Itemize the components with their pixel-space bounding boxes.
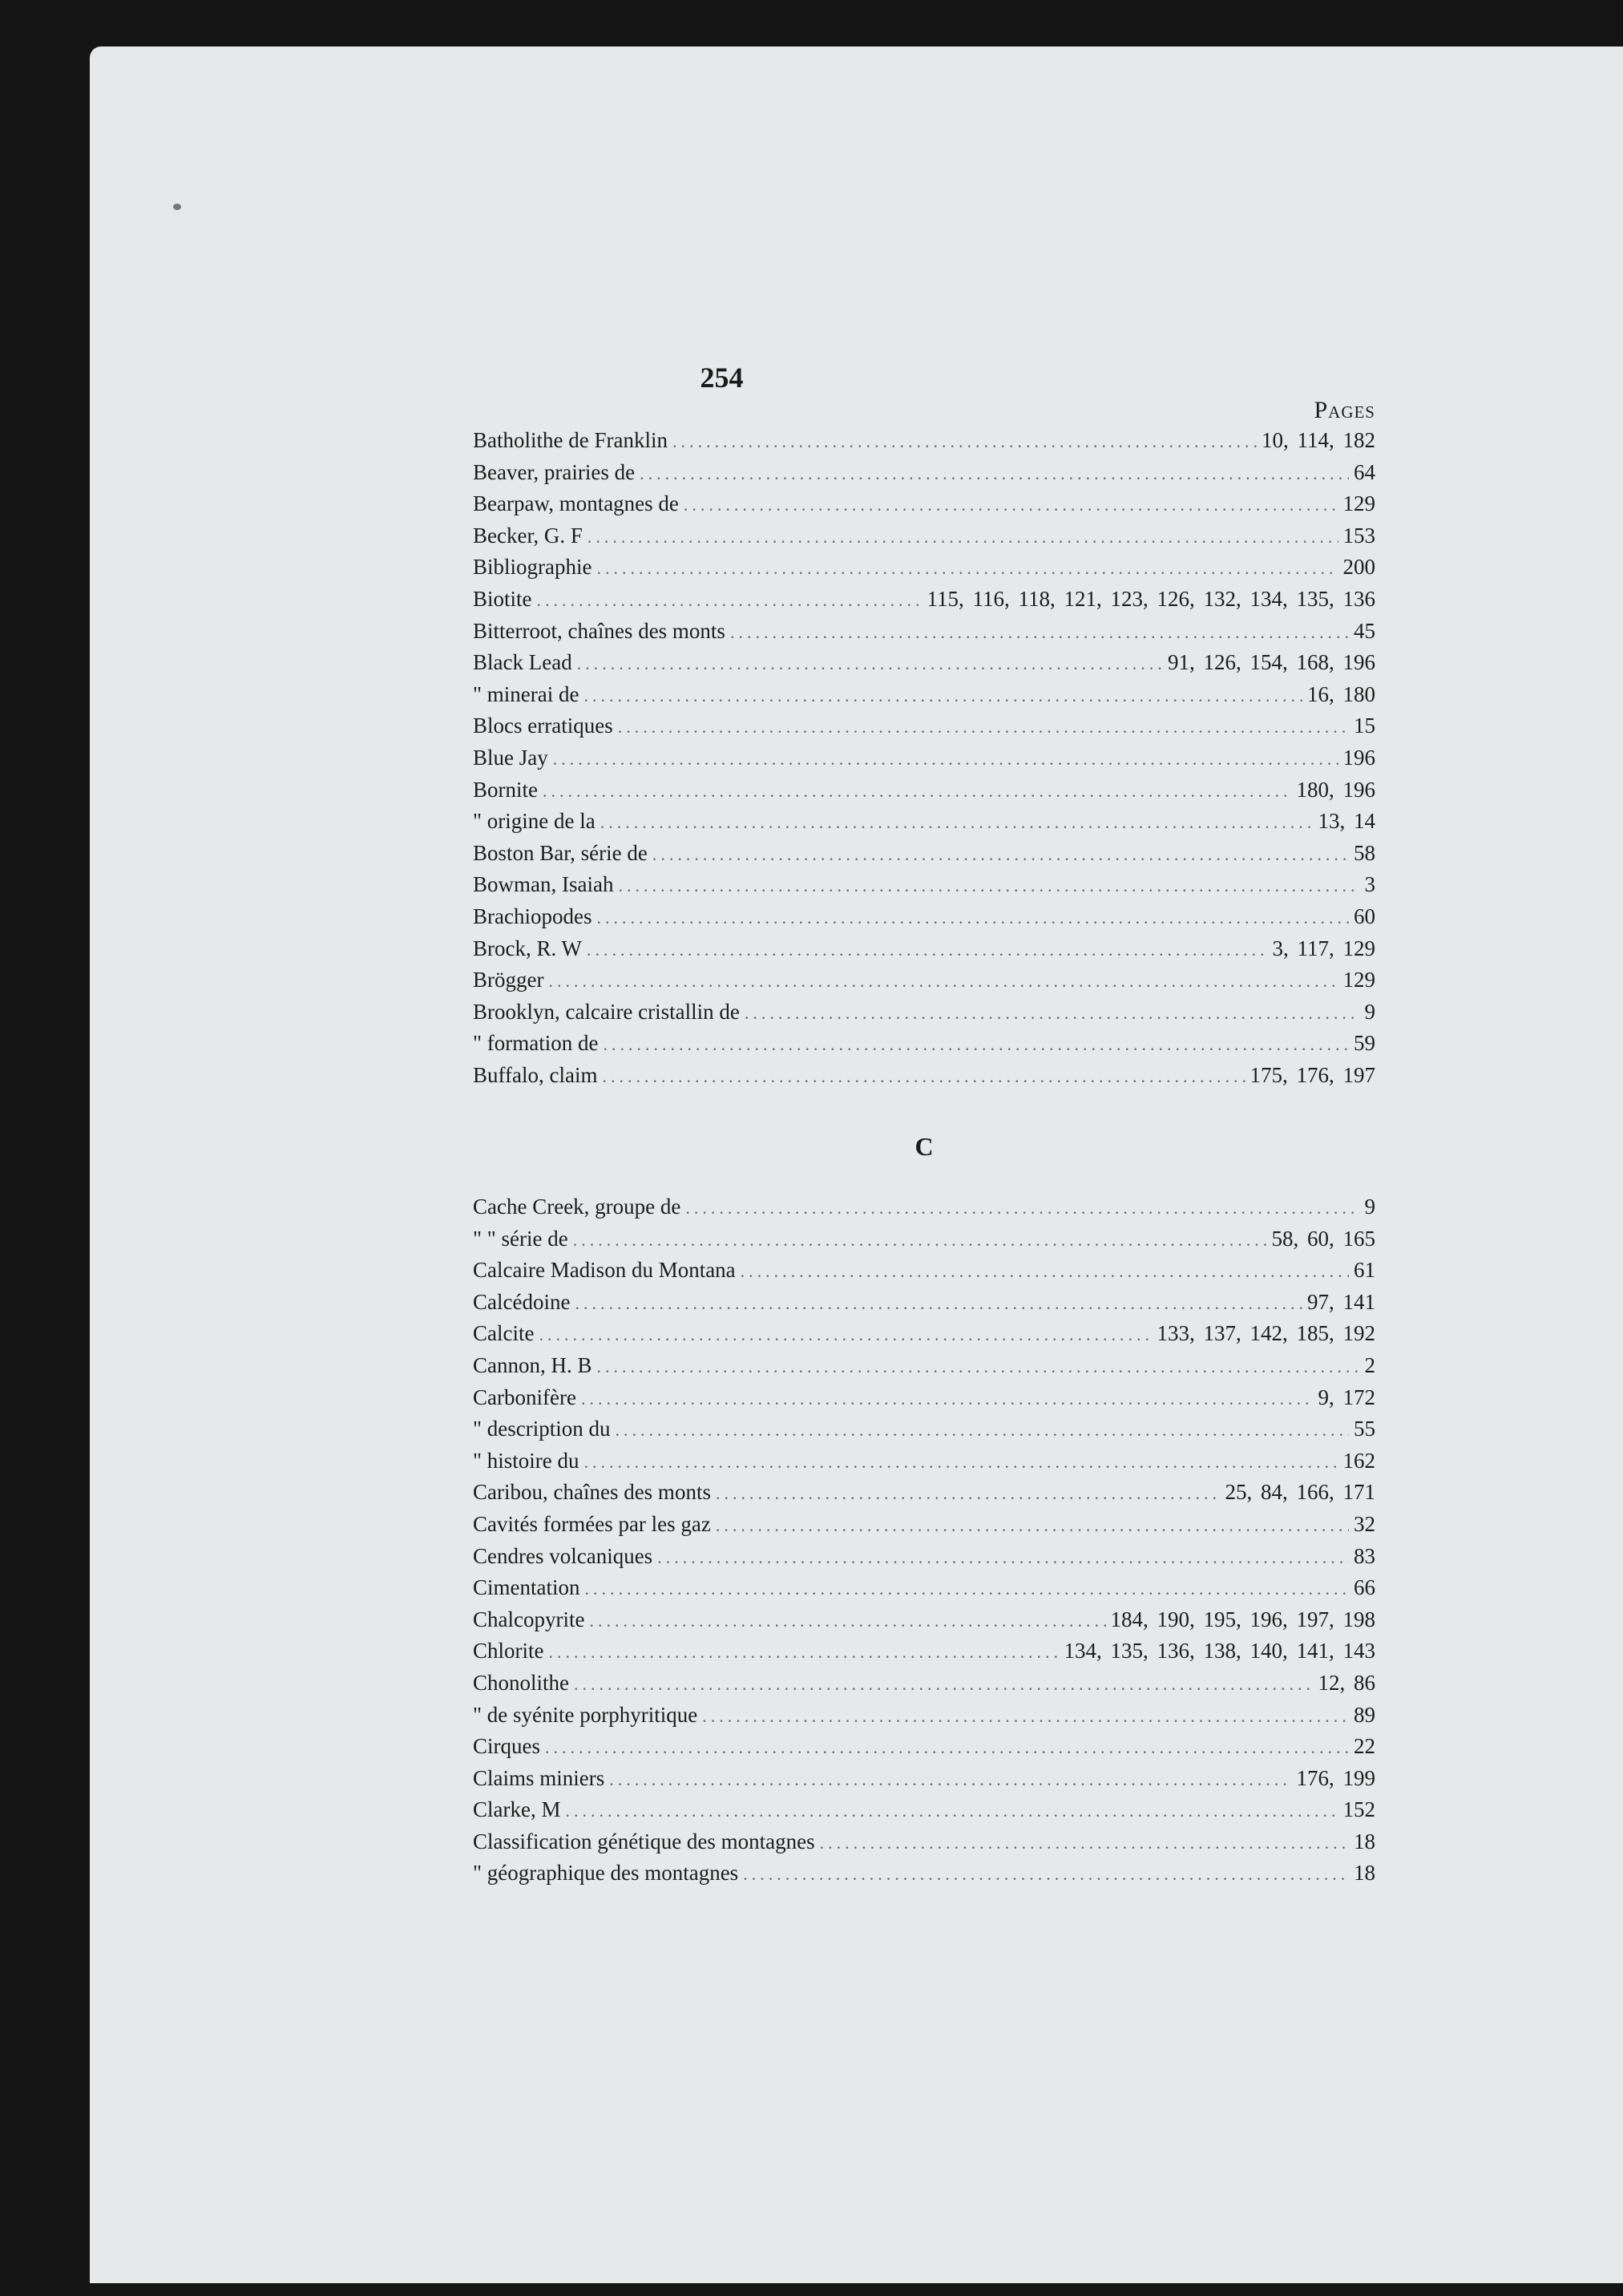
page-number: 254 [700, 362, 744, 394]
leader-dots [716, 1483, 1221, 1504]
leader-dots [587, 940, 1268, 960]
index-entry-pages: 3, 117, 129 [1272, 936, 1375, 960]
leader-dots [618, 717, 1349, 738]
index-entry-label: Bitterroot, chaînes des monts [473, 618, 725, 643]
index-entry-pages: 3 [1364, 872, 1375, 897]
index-entry-pages: 200 [1342, 555, 1375, 580]
index-entry [473, 872, 1375, 904]
index-entry [473, 1639, 1375, 1671]
index-entry-pages: 32 [1354, 1511, 1375, 1536]
index-entry-pages: 59 [1354, 1031, 1375, 1056]
leader-dots [741, 1261, 1349, 1282]
index-entry-pages: 196 [1342, 745, 1375, 770]
leader-dots [575, 1293, 1302, 1314]
index-entry [473, 936, 1375, 968]
index-entry-pages: 9, 172 [1318, 1384, 1375, 1409]
index-entry-pages: 22 [1354, 1734, 1375, 1759]
leader-dots [584, 1452, 1338, 1473]
index-entry-pages: 16, 180 [1307, 681, 1375, 706]
index-entry [473, 587, 1375, 619]
index-entry-pages: 13, 14 [1318, 809, 1375, 834]
index-entry [473, 555, 1375, 587]
leader-dots [581, 1389, 1314, 1409]
index-entry-label: Cendres volcaniques [473, 1543, 653, 1568]
index-entry-label: Chalcopyrite [473, 1607, 585, 1631]
index-entry-pages: 97, 141 [1307, 1289, 1375, 1314]
index-entry [473, 1480, 1375, 1512]
index-entry [473, 1766, 1375, 1798]
index-entry-label: Claims miniers [473, 1765, 605, 1790]
index-entry-pages: 176, 199 [1296, 1765, 1375, 1790]
leader-dots [745, 1003, 1360, 1024]
index-entry-label: Chlorite [473, 1639, 544, 1663]
leader-dots [583, 685, 1302, 706]
index-entry [473, 1063, 1375, 1095]
leader-dots [616, 1420, 1350, 1441]
index-entry-label: Bornite [473, 777, 538, 802]
leader-dots [657, 1547, 1349, 1568]
index-entry [473, 1321, 1375, 1353]
index-entry-label: Brooklyn, calcaire cristallin de [473, 999, 740, 1024]
index-entry-pages: 134, 135, 136, 138, 140, 141, 143 [1064, 1639, 1375, 1663]
index-entry-label: " de syénite porphyritique [473, 1702, 698, 1727]
leader-dots [596, 558, 1338, 579]
index-entry-label: Chonolithe [473, 1670, 569, 1695]
index-entry [473, 1417, 1375, 1449]
index-entry-label: Beaver, prairies de [473, 459, 636, 484]
leader-dots [684, 495, 1338, 515]
index-entry-label: " minerai de [473, 681, 579, 706]
index-entry-label: Brock, R. W [473, 936, 582, 960]
index-entry-pages: 129 [1342, 491, 1375, 516]
index-entry-pages: 9 [1364, 999, 1375, 1024]
index-entry [473, 523, 1375, 556]
index-entry-label: Cache Creek, groupe de [473, 1194, 681, 1219]
ink-speck [173, 204, 181, 210]
index-entry-label: Cavités formées par les gaz [473, 1511, 711, 1536]
leader-dots [537, 590, 923, 611]
index-entry-pages: 175, 176, 197 [1250, 1062, 1375, 1087]
leader-dots [565, 1801, 1338, 1821]
index-entry [473, 1194, 1375, 1227]
index-entry [473, 682, 1375, 714]
index-entry [473, 650, 1375, 682]
index-entry [473, 904, 1375, 936]
index-entry-label: Buffalo, claim [473, 1062, 598, 1087]
index-entry-label: " origine de la [473, 809, 596, 834]
index-entry-pages: 45 [1354, 618, 1375, 643]
index-entry-label: Biotite [473, 586, 532, 611]
index-entry-pages: 58, 60, 165 [1271, 1226, 1375, 1251]
leader-dots [820, 1833, 1349, 1853]
leader-dots [602, 1066, 1245, 1087]
index-entry-label: " géographique des montagnes [473, 1861, 739, 1886]
index-entry-pages: 66 [1354, 1575, 1375, 1600]
index-entry-label: Bearpaw, montagnes de [473, 491, 679, 516]
index-entry-label: Brögger [473, 968, 544, 992]
index-entry-pages: 61 [1354, 1258, 1375, 1283]
index-entry-pages: 2 [1364, 1352, 1375, 1377]
leader-dots [584, 1578, 1349, 1599]
index-entry [473, 1449, 1375, 1481]
index-entry-pages: 18 [1354, 1861, 1375, 1886]
index-entry-label: Blue Jay [473, 745, 548, 770]
index-entry [473, 1734, 1375, 1766]
index-entry [473, 1000, 1375, 1032]
index-entry-label: Caribou, chaînes des monts [473, 1480, 711, 1505]
pages-column-header: Pages [1314, 397, 1375, 423]
index-entry-pages: 10, 114, 182 [1262, 428, 1375, 452]
index-entry [473, 1544, 1375, 1576]
index-entry-pages: 58 [1354, 840, 1375, 865]
leader-dots [543, 781, 1292, 802]
index-entry-pages: 15 [1354, 713, 1375, 738]
index-entry-label: Cannon, H. B [473, 1352, 592, 1377]
index-entry [473, 460, 1375, 492]
index-entry-pages: 9 [1364, 1194, 1375, 1219]
index-entry-pages: 60 [1354, 903, 1375, 928]
leader-dots [545, 1737, 1349, 1758]
index-entry [473, 778, 1375, 810]
index-entry [473, 1385, 1375, 1417]
index-entry-label: Calcaire Madison du Montana [473, 1258, 736, 1283]
leader-dots [743, 1864, 1349, 1885]
index-entry-label: " formation de [473, 1031, 599, 1056]
index-entry-label: Cimentation [473, 1575, 580, 1600]
index-entry [473, 1861, 1375, 1893]
letter-heading-c: C [914, 1132, 934, 1161]
index-entry-label: Classification génétique des montagnes [473, 1829, 815, 1853]
leader-dots [685, 1198, 1359, 1219]
leader-dots [548, 971, 1338, 992]
leader-dots [730, 622, 1349, 643]
leader-dots [574, 1674, 1314, 1695]
leader-dots [600, 812, 1314, 833]
leader-dots [640, 463, 1349, 484]
index-entry-label: Blocs erratiques [473, 713, 613, 738]
leader-dots [539, 1324, 1152, 1345]
index-entry [473, 619, 1375, 651]
index-entry [473, 968, 1375, 1000]
index-entry-pages: 152 [1342, 1797, 1375, 1822]
index-entry-pages: 18 [1354, 1829, 1375, 1853]
index-entry-label: " description du [473, 1417, 611, 1441]
leader-dots [589, 1611, 1105, 1631]
leader-dots [603, 1034, 1349, 1055]
leader-dots [618, 875, 1359, 896]
index-entry-label: Black Lead [473, 650, 572, 675]
index-entry [473, 428, 1375, 460]
index-entry-pages: 180, 196 [1296, 777, 1375, 802]
index-entry-pages: 133, 137, 142, 185, 192 [1157, 1321, 1375, 1346]
index-entry-pages: 184, 190, 195, 196, 197, 198 [1110, 1607, 1375, 1631]
index-entry-pages: 153 [1342, 523, 1375, 548]
leader-dots [549, 1642, 1060, 1663]
index-entry [473, 1227, 1375, 1259]
index-entry-pages: 25, 84, 166, 171 [1225, 1480, 1375, 1505]
index-entry [473, 746, 1375, 778]
index-entry-label: Clarke, M [473, 1797, 561, 1822]
index-entry [473, 1607, 1375, 1639]
leader-dots [702, 1706, 1349, 1727]
index-entry [473, 1575, 1375, 1607]
index-entry [473, 809, 1375, 841]
leader-dots [652, 844, 1349, 865]
index-entry-pages: 91, 126, 154, 168, 196 [1168, 650, 1375, 675]
index-entry-label: Carbonifère [473, 1384, 576, 1409]
index-section-b [473, 428, 1375, 1094]
index-entry-label: Brachiopodes [473, 903, 592, 928]
index-entry-label: Becker, G. F [473, 523, 583, 548]
leader-dots [672, 431, 1257, 452]
index-entry [473, 1512, 1375, 1544]
index-entry-label: Boston Bar, série de [473, 840, 648, 865]
index-entry-label: Calcite [473, 1321, 535, 1346]
index-entry [473, 1703, 1375, 1735]
index-entry-label: Batholithe de Franklin [473, 428, 668, 452]
index-entry [473, 1031, 1375, 1063]
index-entry-pages: 115, 116, 118, 121, 123, 126, 132, 134, 135, 136 [927, 586, 1375, 611]
index-entry [473, 1797, 1375, 1829]
index-entry [473, 1258, 1375, 1290]
index-entry-pages: 83 [1354, 1543, 1375, 1568]
index-entry-label: Cirques [473, 1734, 540, 1759]
leader-dots [597, 1356, 1360, 1377]
leader-dots [716, 1515, 1349, 1536]
index-entry-label: " histoire du [473, 1448, 579, 1473]
leader-dots [587, 527, 1338, 548]
index-entry [473, 841, 1375, 873]
index-entry [473, 713, 1375, 746]
index-entry-label: Bowman, Isaiah [473, 872, 614, 897]
index-entry [473, 491, 1375, 523]
index-entry-pages: 12, 86 [1318, 1670, 1375, 1695]
index-entry-label: " " série de [473, 1226, 568, 1251]
index-entry [473, 1671, 1375, 1703]
leader-dots [609, 1769, 1291, 1790]
index-section-c [473, 1194, 1375, 1893]
index-entry [473, 1290, 1375, 1322]
index-entry-pages: 64 [1354, 459, 1375, 484]
index-entry-pages: 129 [1342, 968, 1375, 992]
leader-dots [573, 1230, 1267, 1251]
index-entry [473, 1829, 1375, 1861]
index-entry-label: Bibliographie [473, 555, 592, 580]
leader-dots [553, 749, 1338, 770]
index-entry-pages: 162 [1342, 1448, 1375, 1473]
leader-dots [596, 907, 1349, 928]
index-entry-label: Calcédoine [473, 1289, 571, 1314]
index-entry-pages: 55 [1354, 1417, 1375, 1441]
leader-dots [577, 653, 1163, 674]
index-entry-pages: 89 [1354, 1702, 1375, 1727]
index-entry [473, 1353, 1375, 1385]
